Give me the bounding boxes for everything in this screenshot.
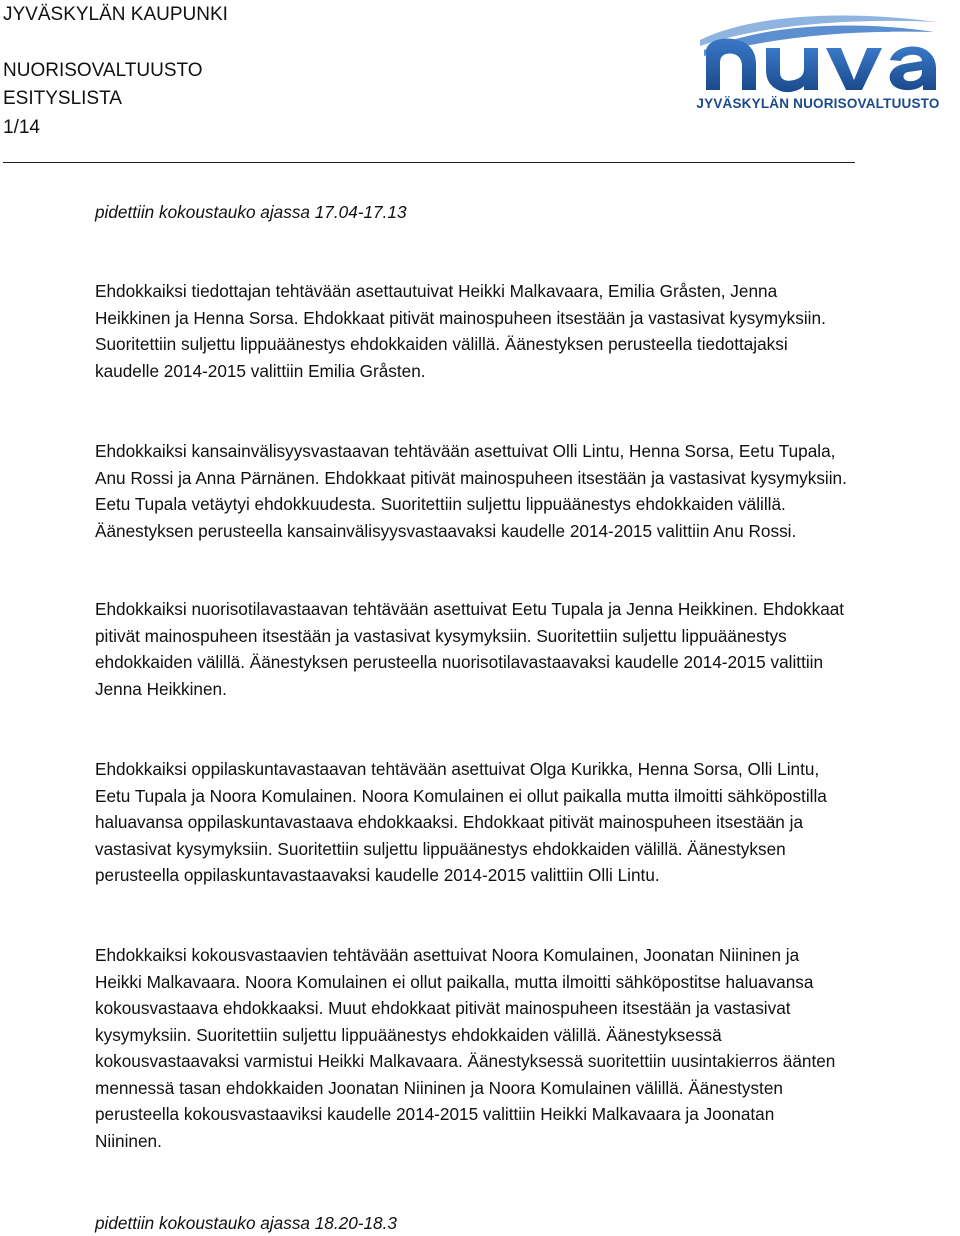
document-type: ESITYSLISTA <box>3 88 122 109</box>
paragraph-tiedottaja: Ehdokkaiksi tiedottajan tehtävään asettautuivat Heikki Malkavaara, Emilia Gråsten, Jenna Heikkinen ja Henna Sorsa. Ehdokkaat pitivät mainospuheen itsestään ja vastasivat kysymyksiin. Suoritettiin suljettu lippuäänestys ehdokkaiden välillä. Äänestyksen perusteella tiedottajaksi kaudelle 2014-2015 valittiin Emilia Gråsten. <box>95 281 826 381</box>
council-name: NUORISOVALTUUSTO <box>3 60 203 81</box>
city-name: JYVÄSKYLÄN KAUPUNKI <box>3 4 228 25</box>
nuva-logo-graphic <box>694 10 942 96</box>
page-number: 1/14 <box>3 117 40 138</box>
nuva-logo <box>694 10 942 122</box>
paragraph-kansainvalisyysvastaava: Ehdokkaiksi kansainvälisyysvastaavan tehtävään asettuivat Olli Lintu, Henna Sorsa, Eetu Tupala, Anu Rossi ja Anna Pärnänen. Ehdokkaat pitivät mainospuheen itsestään ja vastasivat kysymyksiin. Eetu Tupala vetäytyi ehdokkuudesta. Suoritettiin suljettu lippuäänestys ehdokkaiden välillä. Äänestyksen perusteella kansainvälisyysvastaavaksi kaudelle 2014-2015 valittiin Anu Rossi. <box>95 441 847 541</box>
meeting-break-end: pidettiin kokoustauko ajassa 18.20-18.3 <box>95 1213 397 1233</box>
logo-caption: JYVÄSKYLÄN NUORISOVALTUUSTO <box>696 96 940 111</box>
paragraph-nuorisotilavastaava: Ehdokkaiksi nuorisotilavastaavan tehtävään asettuivat Eetu Tupala ja Jenna Heikkinen. Ehdokkaat pitivät mainospuheen itsestään ja vastasivat kysymyksiin. Suoritettiin suljettu lippuäänestys ehdokkaiden välillä. Äänestyksen perusteella nuorisotilavastaavaksi kaudelle 2014-2015 valittiin Jenna Heikkinen. <box>95 599 845 699</box>
header-divider <box>3 162 855 163</box>
paragraph-oppilaskuntavastaava: Ehdokkaiksi oppilaskuntavastaavan tehtävään asettuivat Olga Kurikka, Henna Sorsa, Olli Lintu, Eetu Tupala ja Noora Komulainen. Noora Komulainen ei ollut paikalla mutta ilmoitti sähköpostilla haluavansa oppilaskuntavastaava ehdokkaaksi. Ehdokkaat pitivät mainospuheen itsestään ja vastasivat kysymyksiin. Suoritettiin suljettu lippuäänestys ehdokkaiden välillä. Äänestyksen perusteella oppilaskuntavastaavaksi kaudelle 2014-2015 valittiin Olli Lintu. <box>95 759 827 885</box>
meeting-break-start: pidettiin kokoustauko ajassa 17.04-17.13 <box>95 202 407 222</box>
paragraph-kokousvastaavat: Ehdokkaiksi kokousvastaavien tehtävään asettuivat Noora Komulainen, Joonatan Niininen ja Heikki Malkavaara. Noora Komulainen ei ollut paikalla, mutta ilmoitti sähköpostitse haluavansa kokousvastaava ehdokkaaksi. Muut ehdokkaat pitivät mainospuheen itsestään ja vastasivat kysymyksiin. Suoritettiin suljettu lippuäänestys ehdokkaiden välillä. Äänestyksessä kokousvastaavaksi varmistui Heikki Malkavaara. Äänestyksessä suoritettiin uusintakierros äänten mennessä tasan ehdokkaiden Joonatan Niininen ja Noora Komulainen välillä. Äänestysten perusteella kokousvastaaviksi kaudelle 2014-2015 valittiin Heikki Malkavaara ja Joonatan Niininen. <box>95 945 836 1151</box>
